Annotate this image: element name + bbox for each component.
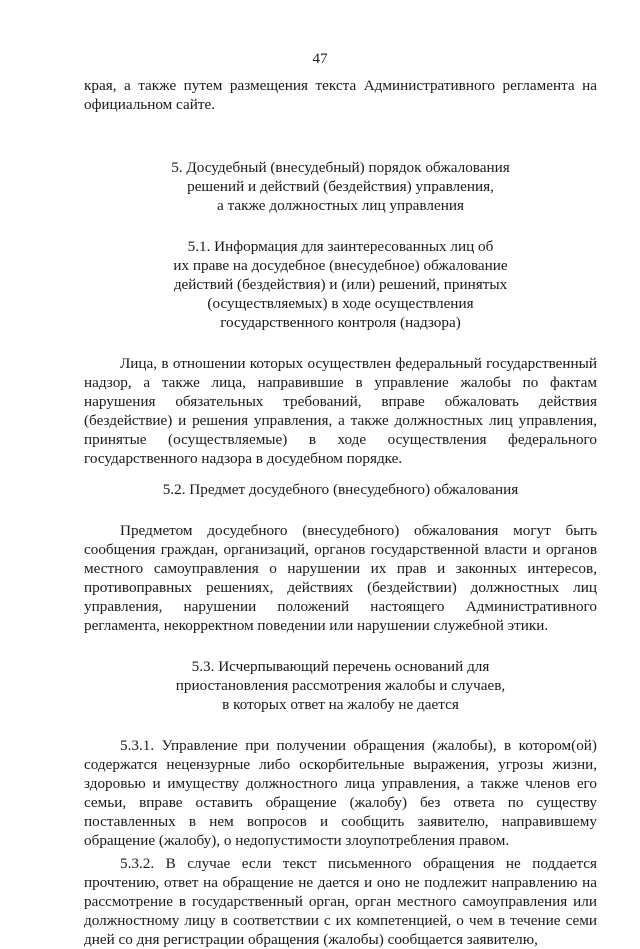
section-5-2-paragraph: Предметом досудебного (внесудебного) обжалования могут быть сообщения граждан, организаций, органов государственной власти и органов местного самоуправления о нарушении их прав и законных интересов, противоправных решениях, действиях (бездействии) должностных лиц управления, нарушении положений настоящего Административного регламента, некорректном поведении или нарушении служебной этики. (84, 522, 597, 634)
heading-line: действий (бездействия) и (или) решений, принятых (173, 276, 508, 293)
heading-line: их праве на досудебное (внесудебное) обжалование (173, 257, 508, 274)
section-5-3-heading (84, 657, 597, 714)
section-5-2-heading: 5.2. Предмет досудебного (внесудебного) обжалования (162, 481, 519, 498)
heading-line: (осуществляемых) в ходе осуществления (207, 295, 474, 312)
section-5-heading (84, 158, 597, 215)
document-body (84, 76, 597, 949)
heading-line: приостановления рассмотрения жалобы и случаев, (175, 677, 506, 694)
heading-line: а также должностных лиц управления (217, 197, 464, 214)
heading-line: 5. Досудебный (внесудебный) порядок обжалования (171, 159, 510, 176)
heading-line: решений и действий (бездействия) управления, (187, 178, 494, 195)
section-5-3-2-paragraph: 5.3.2. В случае если текст письменного обращения не поддается прочтению, ответ на обращение не дается и оно не подлежит направлению на рассмотрение в государственный орган, орган местного самоуправления или должностному лицу в соответствии с их компетенцией, о чем в течение семи дней со дня регистрации обращения (жалобы) сообщается заявителю, (84, 855, 597, 948)
heading-line: государственного контроля (надзора) (220, 314, 461, 331)
heading-line: в которых ответ на жалобу не дается (222, 696, 459, 713)
section-5-3-1-paragraph: 5.3.1. Управление при получении обращения (жалобы), в котором(ой) содержатся нецензурные либо оскорбительные выражения, угрозы жизни, здоровью и имуществу должностного лица управления, а также членов его семьи, вправе оставить обращение (жалобу) без ответа по существу поставленных в нем вопросов и сообщить заявителю, направившему обращение (жалобу), о недопустимости злоупотребления правом. (84, 737, 597, 849)
section-5-1-heading (84, 237, 597, 332)
section-5-1-paragraph: Лица, в отношении которых осуществлен федеральный государственный надзор, а также лица, направившие в управление жалобы по фактам нарушения обязательных требований, вправе обжаловать действия (бездействие) и решения управления, а также должностных лиц управления, принятые (осуществляемые) в ходе осуществления федерального государственного надзора в досудебном порядке. (84, 355, 597, 467)
heading-line: 5.3. Исчерпывающий перечень оснований для (191, 658, 490, 675)
heading-line: 5.1. Информация для заинтересованных лиц об (187, 238, 494, 255)
page-number: 47 (312, 51, 328, 67)
intro-paragraph: края, а также путем размещения текста Административного регламента на официальном сайте. (84, 77, 597, 113)
